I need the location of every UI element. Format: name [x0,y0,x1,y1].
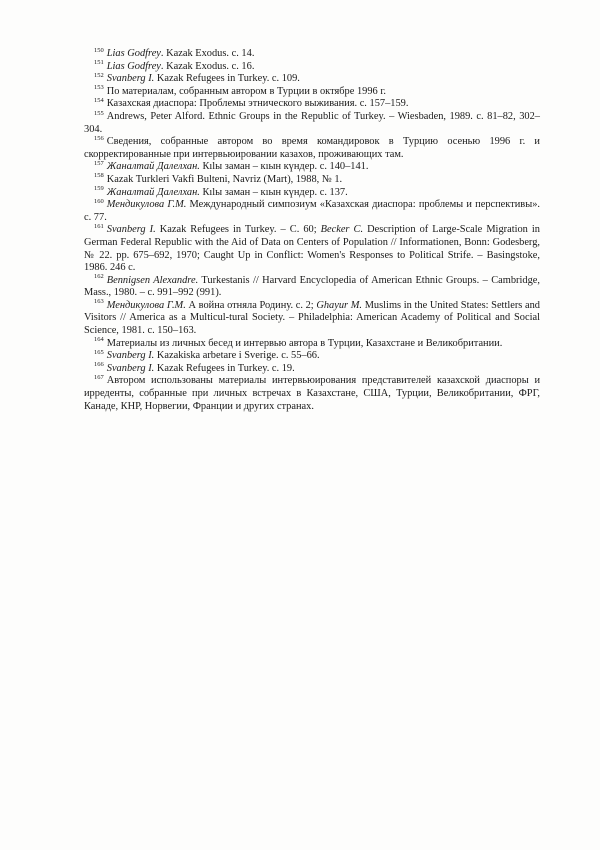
footnote-text: А война отняла Родину. с. 2; [185,299,317,311]
footnote [84,375,540,413]
footnote-text: Материалы из личных бесед и интервью автора в Турции, Казахстане и Великобритании. [106,337,503,349]
footnote-author: Lias Godfrey [106,60,161,72]
footnote-number: 163 [94,298,104,306]
footnote-text: По материалам, собранным автором в Турции в октябре 1996 г. [106,85,387,97]
footnote [84,161,540,174]
footnote-text: Andrews, Peter Alford. Ethnic Groups in the Republic of Turkey. – Wiesbaden, 1989. с. 81–82, 302–304. [84,110,540,135]
footnote-text: Казахская диаспора: Проблемы этнического выживания. с. 157–159. [106,98,409,110]
footnote-number: 151 [94,59,104,67]
footnote [84,98,540,111]
footnote-number: 157 [94,159,104,167]
footnote-number: 156 [94,134,104,142]
footnote-author: Bennigsen Alexandre. [106,274,199,286]
footnote-number: 159 [94,185,104,193]
footnote-number: 150 [94,46,104,54]
footnote-author: Svanberg I. [106,224,156,236]
footnote-text: Международный симпозиум «Казахская диаспора: проблемы и перспективы». с. 77. [84,199,540,223]
footnote [84,338,540,351]
footnote [84,300,540,338]
footnotes-list [84,48,540,413]
footnote [84,199,540,224]
footnote-author: Svanberg I. [106,350,155,362]
footnote-author: Жаналтай Далелхан. [106,186,200,198]
footnote [84,224,540,274]
footnote-text: Kazak Refugees in Turkey. с. 19. [154,362,295,374]
footnote-text: Сведения, собранные автором во время командировок в Турцию осенью 1996 г. и скорректированные при интервьюировании казахов, проживающих там. [84,136,540,160]
footnote [84,350,540,363]
footnote-number: 153 [94,84,104,92]
footnote-number: 167 [94,373,104,381]
footnote-text: Кılы заман – кıын күндер. с. 137. [199,186,348,198]
footnote [84,187,540,200]
footnote-author: Жаналтай Далелхан. [106,161,200,173]
footnote-author: Мендикулова Г.М. [106,299,186,311]
footnote-number: 162 [94,273,104,281]
footnote-text: . Kazak Exodus. с. 16. [160,60,255,72]
footnote-author: Мендикулова Г.М. [106,199,187,211]
footnote-number: 154 [94,96,104,104]
footnote [84,111,540,136]
footnote-text: Kazakiska arbetare i Sverige. с. 55–66. [154,350,320,362]
footnote-text: Description of Large-Scale Migration in German Federal Republic with the Aid of Data on Centers of Population // Informationen, Bonn: Godesberg, № 22. pp. 675–692, 1970; Caught Up in Conflict: Women's Responses to Political Strife. – Basingstoke, 1986. 246 с. [84,224,540,274]
footnote [84,61,540,74]
footnote-number: 165 [94,348,104,356]
footnote-number: 166 [94,361,104,369]
footnote [84,275,540,300]
footnote-number: 164 [94,336,104,344]
footnote-number: 161 [94,222,104,230]
footnote-number: 155 [94,109,104,117]
footnote-author: Ghayur M. [316,299,363,311]
footnote-author: Becker C. [320,224,364,236]
footnote-author: Svanberg I. [106,73,155,85]
footnote-text: Кılы заман – кıын күндер. с. 140–141. [199,161,369,173]
footnote [84,86,540,99]
footnote-number: 158 [94,172,104,180]
footnote-number: 160 [94,197,104,205]
footnote-text: Kazak Refugees in Turkey. – С. 60; [155,224,321,236]
footnote-text: Muslims in the United States: Settlers and Visitors // America as a Multicul-tural Society. – Philadelphia: American Academy of Political and Social Science, 1981. с. 150–163. [84,299,541,337]
footnote-text: Turkestanis // Harvard Encyclopedia of American Ethnic Groups. – Cambridge, Mass., 1980. – с. 991–992 (991). [84,274,540,299]
footnote-number: 152 [94,71,104,79]
footnote [84,73,540,86]
footnote-text: Kazak Refugees in Turkey. с. 109. [154,73,300,85]
footnote [84,136,540,161]
footnote [84,48,540,61]
footnote-text: Автором использованы материалы интервьюирования представителей казахской диаспоры и ирреденты, собранные при личных встречах в Казахстане, США, Турции, Великобритании, ФРГ, Канаде, КНР, Норвегии, Франции и других странах. [84,375,540,412]
footnote-author: Svanberg I. [106,362,155,374]
footnote-text: Kazak Turkleri Vakfi Bulteni, Navriz (Mart), 1988, № 1. [106,173,343,185]
footnote [84,363,540,376]
footnote [84,174,540,187]
footnote-text: . Kazak Exodus. с. 14. [160,48,255,59]
footnote-author: Lias Godfrey [106,48,161,59]
